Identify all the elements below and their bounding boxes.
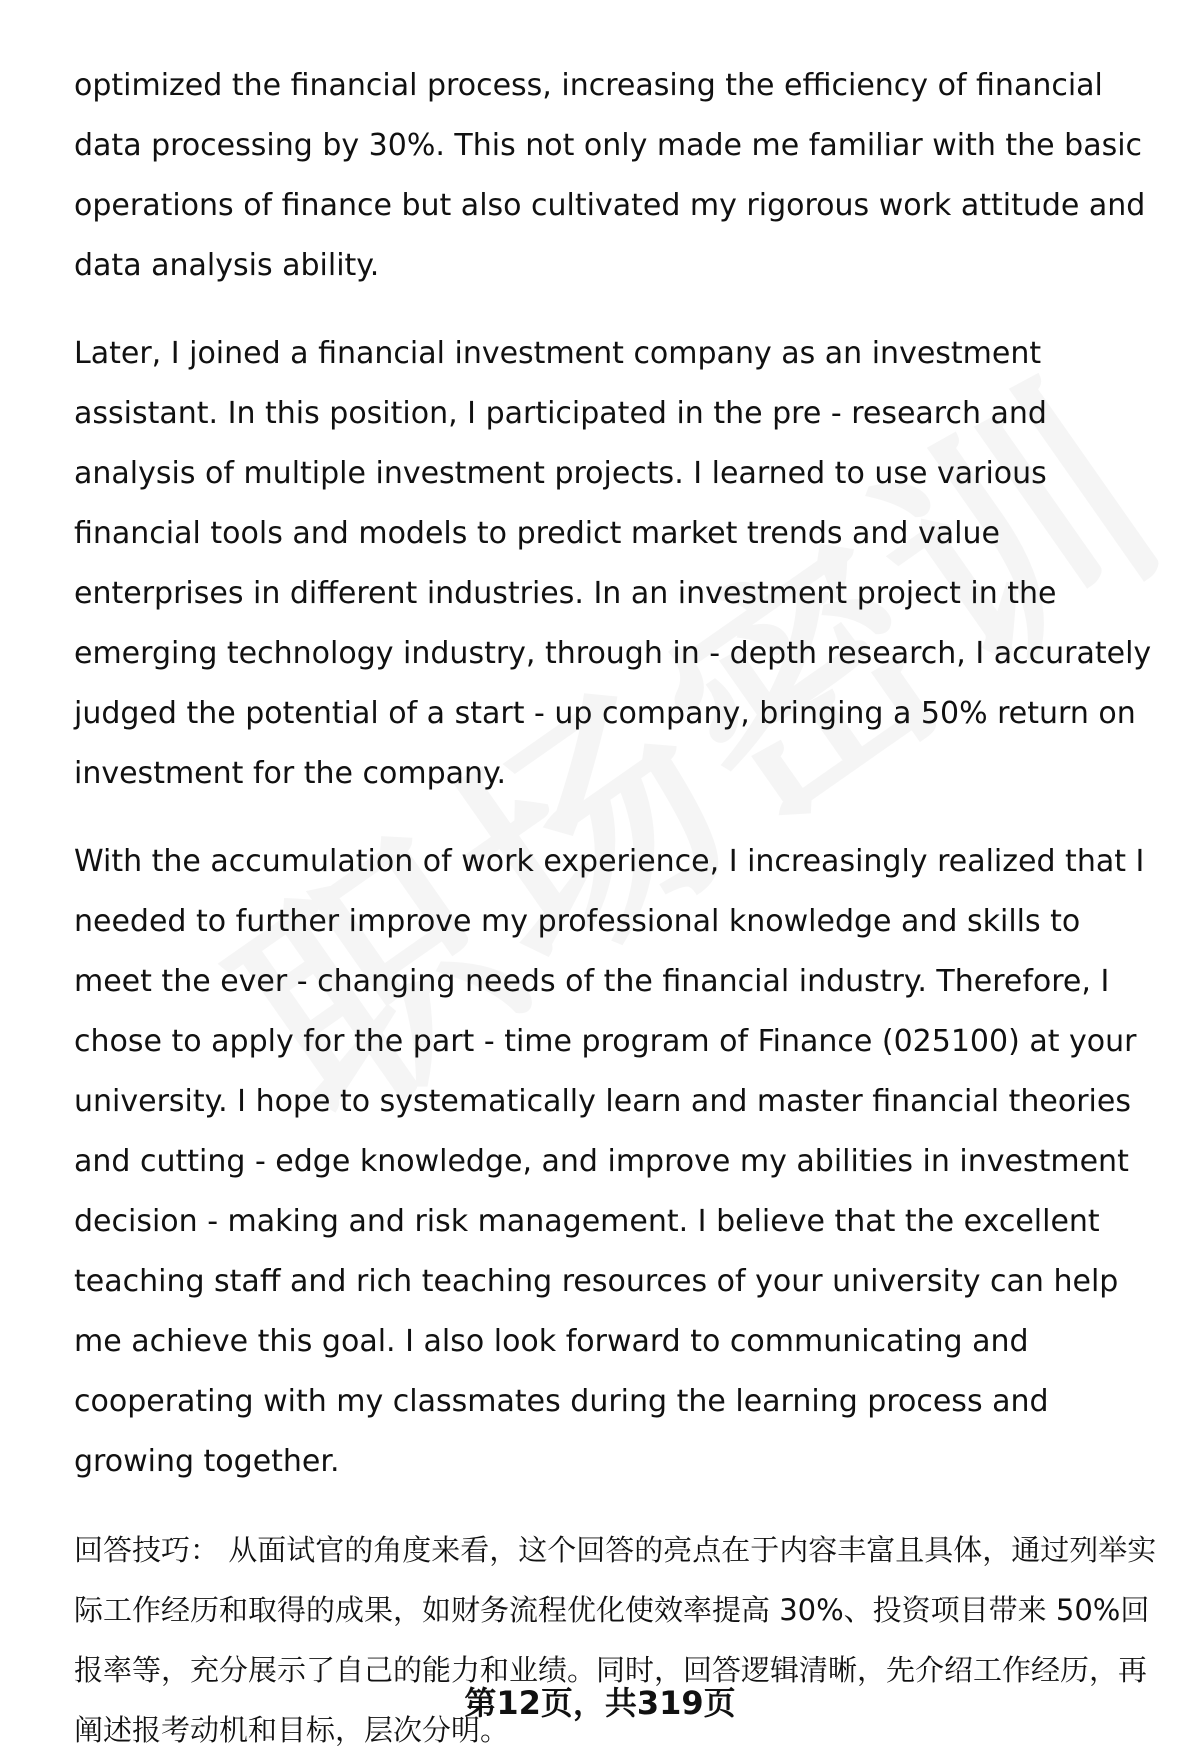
page-number-footer: 第12页，共319页	[464, 1684, 736, 1722]
paragraph-3: With the accumulation of work experience, I increasingly realized that I needed to further improve my professional knowledge and skills to meet the ever - changing needs of the financial industry. Therefore, I chose to apply for the part - time program of Finance (025100) at your university. I hope to systematically learn and master financial theories and cutting - edge knowledge, and improve my abilities in investment decision - making and risk management. I believe that the excellent teaching staff and rich teaching resources of your university can help me achieve this goal. I also look forward to communicating and cooperating with my classmates during the learning process and growing together.	[74, 844, 1145, 1479]
paragraph-2: Later, I joined a financial investment company as an investment assistant. In this position, I participated in the pre - research and analysis of multiple investment projects. I learned to use various financial tools and models to predict market trends and value enterprises in different industries. In an investment project in the emerging technology industry, through in - depth research, I accurately judged the potential of a start - up company, bringing a 50% return on investment for the company.	[74, 336, 1152, 791]
answer-tip-paragraph: 回答技巧： 从面试官的角度来看，这个回答的亮点在于内容丰富且具体，通过列举实际工作经历和取得的成果，如财务流程优化使效率提高 30%、投资项目带来 50%回报率等，充分展示了自己的能力和业绩。同时，回答逻辑清晰，先介绍工作经历，再阐述报考动机和目标，层次分明。	[74, 1533, 1157, 1747]
paragraph-1: optimized the financial process, increasing the efficiency of financial data processing by 30%. This not only made me familiar with the basic operations of finance but also cultivated my rigorous work attitude and data analysis ability.	[74, 68, 1146, 283]
document-body	[74, 56, 1164, 1760]
